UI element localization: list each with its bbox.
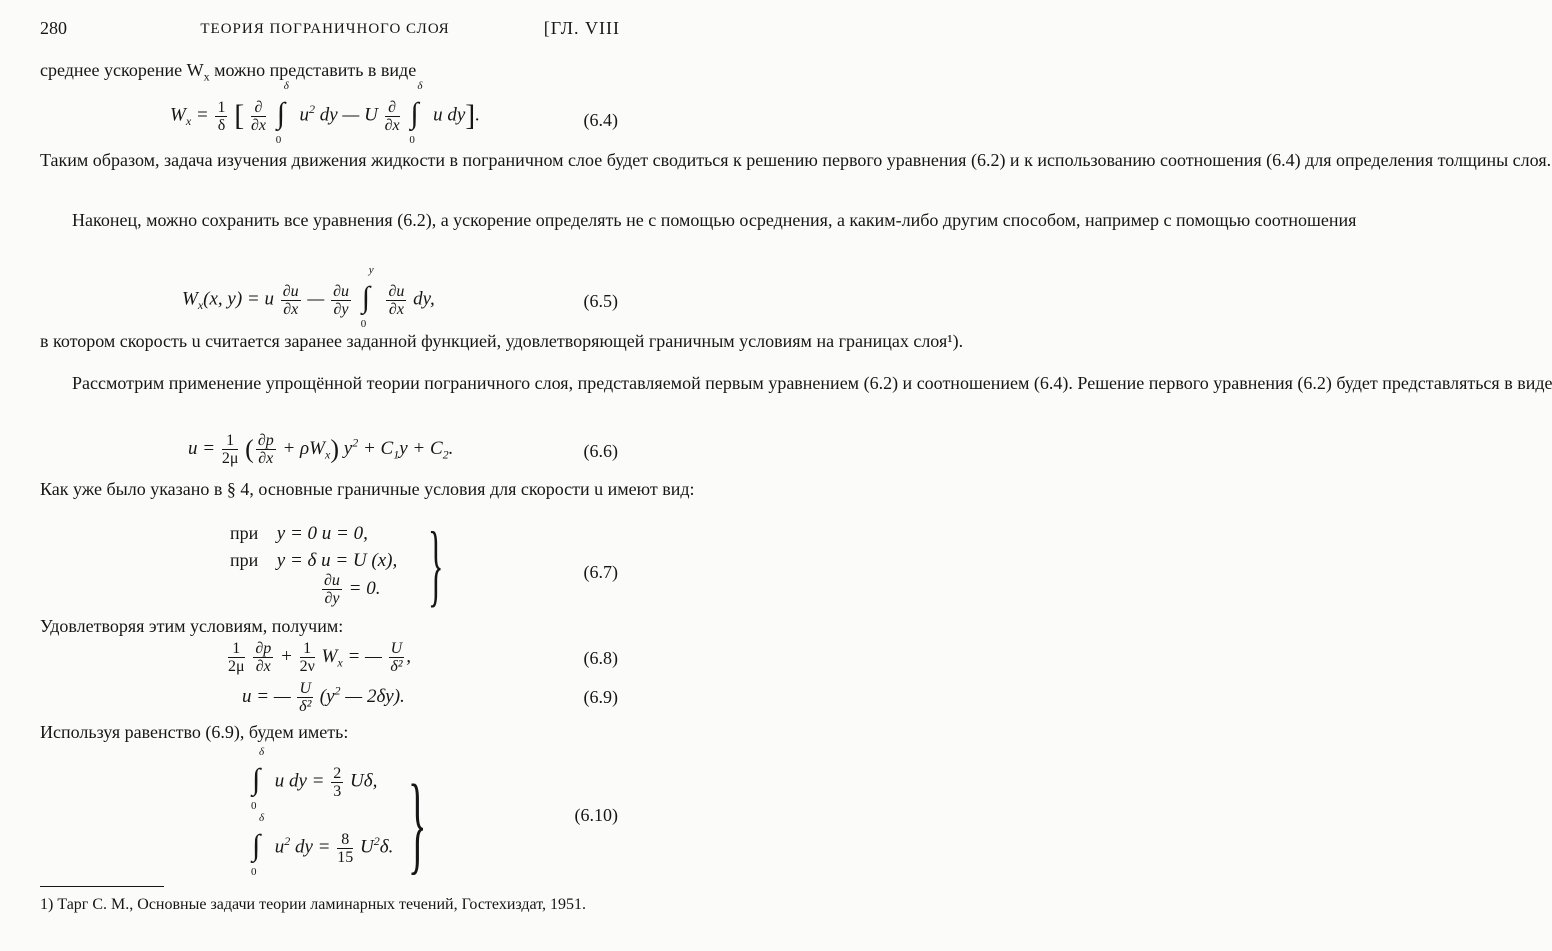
paragraph-5: Рассмотрим применение упрощённой теории пограничного слоя, представляемой первым уравнением (6.2) и соотношением (6.4). Решение первого уравнения (6.2) будет представляться в виде xyxy=(72,373,1552,393)
paragraph-intro xyxy=(40,60,618,88)
equation-6-6: u = $\frac{1}{2\mu}$ ( $\frac{\partial p}{\partial x}$ + $\rho W_x$) $y^2 + C_1y + C_2$. xyxy=(188,432,454,467)
intro-text: среднее ускорение W xyxy=(40,60,204,80)
eq-number-6-7: (6.7) xyxy=(583,562,618,582)
eq-number-6-10: (6.10) xyxy=(574,805,618,825)
page-number: 280 xyxy=(40,18,67,38)
eq-number-6-9: (6.9) xyxy=(583,687,618,707)
equation-6-8: $\frac{1}{2\mu}$ $\frac{\partial p}{\partial x}$ + $\frac{1}{2\nu}$ $W_x$ = — $\frac{U}{\text{δ²}}$ , xyxy=(228,640,411,675)
equation-6-9: u = — $\frac{U}{\text{δ²}}$ ($y^2$ — 2δy). xyxy=(242,680,405,715)
paragraph-6: Как уже было указано в § 4, основные граничные условия для скорости u имеют вид: xyxy=(40,479,695,499)
condition-2-formula: y = δ u = U (x), xyxy=(276,550,398,571)
paragraph-3: Наконец, можно сохранить все уравнения (6.2), а ускорение определять не с помощью осреднения, а каким-либо другим способом, например с помощью соотношения xyxy=(72,210,1357,230)
paragraph-7: Удовлетворяя этим условиям, получим: xyxy=(40,616,344,636)
equation-6-10a: ∫ δ 0 u dy = $\frac{2}{3}$ Uδ, xyxy=(251,746,378,812)
footnote-mark: 1) xyxy=(40,896,54,913)
footnote-rule xyxy=(40,886,164,887)
footnote-text: Тарг С. М., Основные задачи теории ламинарных течений, Гостехиздат, 1951. xyxy=(57,896,587,913)
eq-number-6-6: (6.6) xyxy=(583,441,618,461)
when-word-2: при xyxy=(230,550,259,570)
intro-sub: x xyxy=(203,69,210,84)
paragraph-2: Таким образом, задача изучения движения жидкости в пограничном слое будет сводиться к решению первого уравнения (6.2) и к использованию соотношения (6.4) для определения толщины слоя. xyxy=(40,150,1552,170)
equation-6-5: $W_x(x$, y) = u $\frac{\partial u}{\partial x}$ — $\frac{\partial u}{\partial y}$ ∫ y 0 $\frac{\partial u}{\partial x}$ dy, xyxy=(182,264,435,330)
footnote xyxy=(40,895,625,914)
eq-number-6-5: (6.5) xyxy=(583,291,618,311)
running-title: ТЕОРИЯ ПОГРАНИЧНОГО СЛОЯ xyxy=(200,21,450,37)
equation-6-4: $W_x$ = $\frac{1}{\delta}$ [ $\frac{\partial}{\partial x}$ ∫ δ 0 $u^2$ dy — U $\frac{\partial}{\partial x}$ ∫ δ 0 u dy]. xyxy=(170,80,481,146)
condition-1 xyxy=(230,523,368,545)
right-brace-6-10: } xyxy=(408,762,427,884)
paragraph-8: Используя равенство (6.9), будем иметь: xyxy=(40,722,349,742)
intro-text-end: можно представить в виде xyxy=(209,60,417,80)
when-word-1: при xyxy=(230,523,259,543)
condition-3: $\frac{\partial u}{\partial y}$ = 0. xyxy=(324,572,381,607)
paragraph-4: в котором скорость u считается заранее заданной функцией, удовлетворяющей граничным условиям на границах слоя¹). xyxy=(40,331,964,351)
eq-number-6-4: (6.4) xyxy=(583,110,618,130)
equation-6-10b: ∫ δ 0 $u^2$ dy = $\frac{8}{15}$ $U^2\delta$. xyxy=(251,812,394,878)
condition-1-formula: y = 0 u = 0, xyxy=(276,523,368,544)
eq-number-6-8: (6.8) xyxy=(583,648,618,668)
condition-2 xyxy=(230,550,397,572)
right-brace-6-7: } xyxy=(428,513,444,615)
chapter-marker: [ГЛ. VIII xyxy=(543,18,620,38)
